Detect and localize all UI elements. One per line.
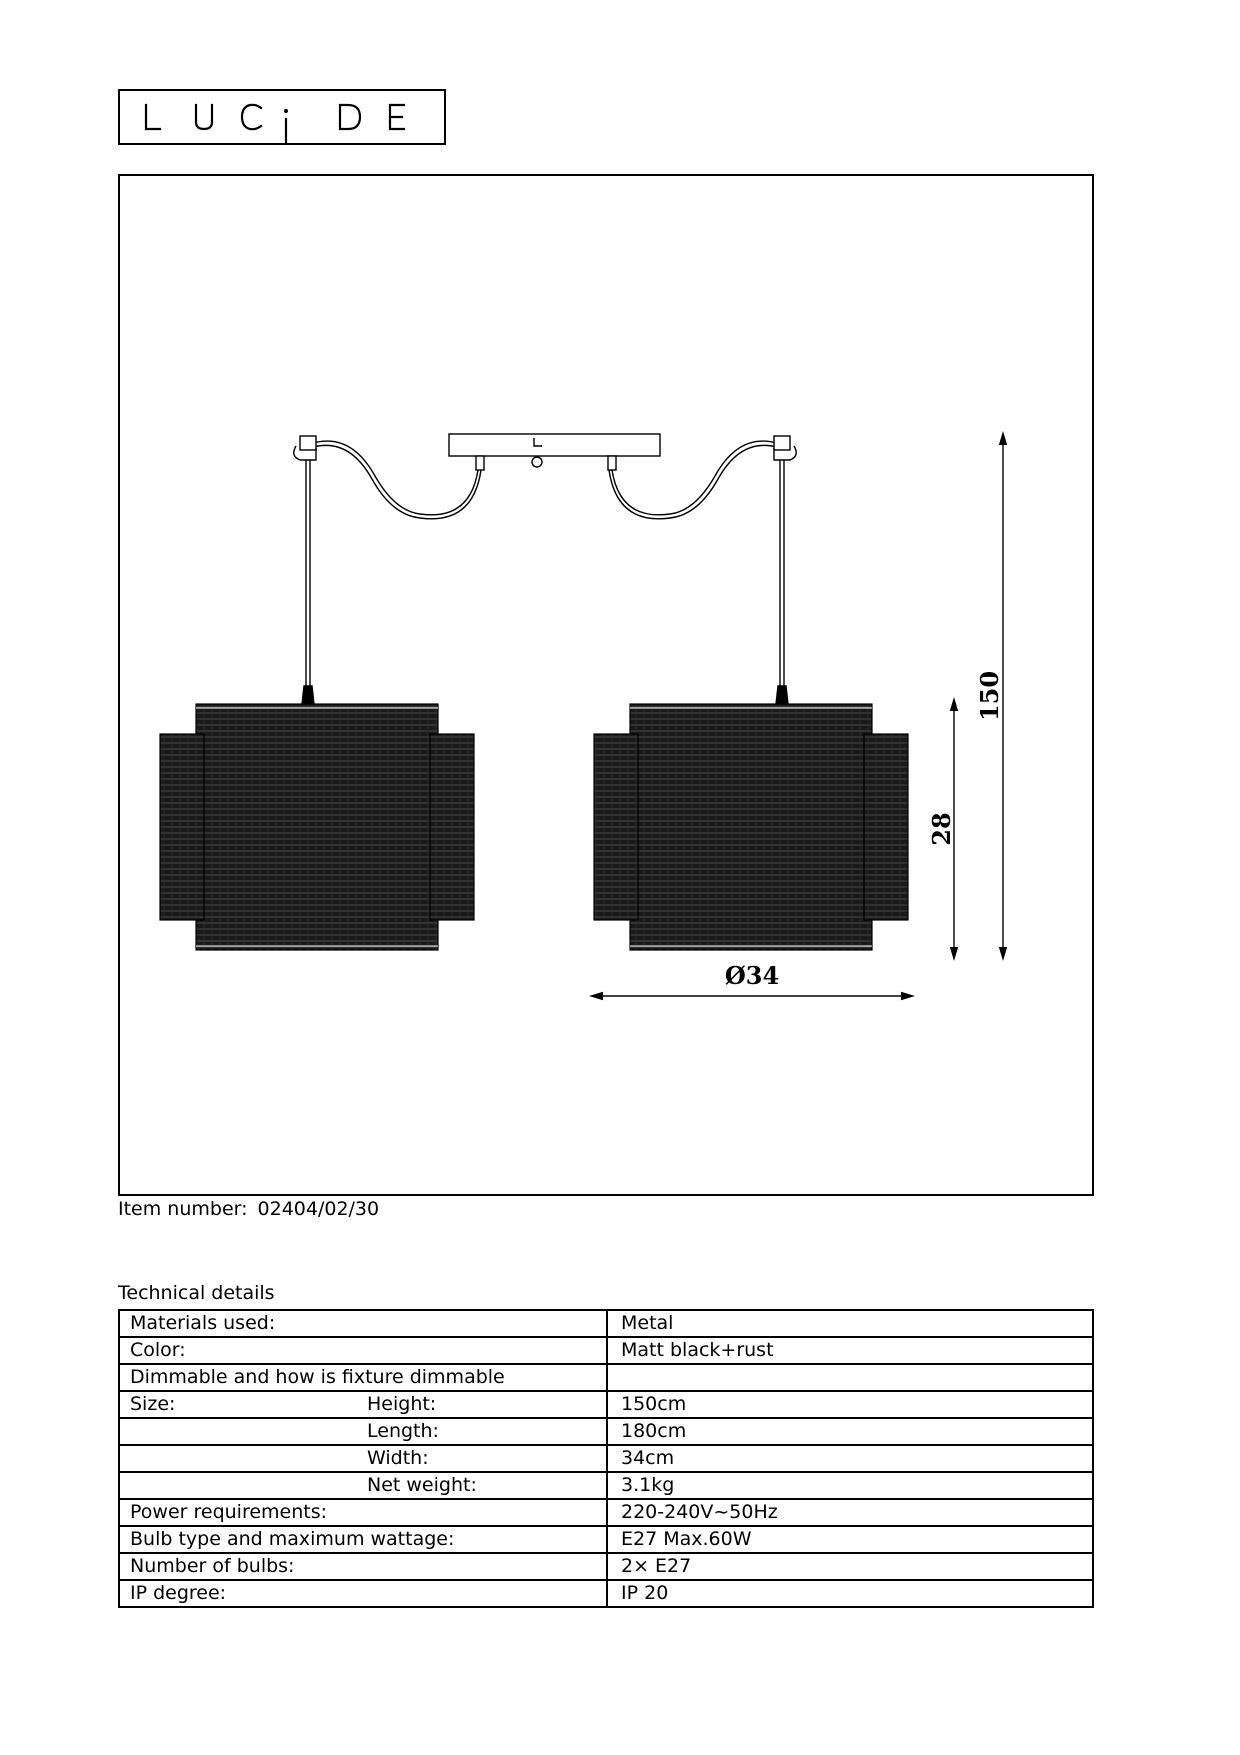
right-lamp-shade xyxy=(594,704,908,950)
technical-details-table xyxy=(118,1309,1094,1608)
spec-label: Color: xyxy=(130,1339,186,1361)
lucide-logo-mark xyxy=(120,91,444,143)
lucide-logo xyxy=(118,89,446,145)
spec-row xyxy=(119,1418,1093,1445)
spec-label-cell xyxy=(119,1337,607,1364)
spec-value: 34cm xyxy=(607,1445,1093,1472)
ceiling-canopy xyxy=(449,434,660,470)
technical-details-title: Technical details xyxy=(118,1282,275,1304)
dimension-shade-height-label: 28 xyxy=(927,812,956,846)
technical-drawing xyxy=(118,174,1094,1196)
item-number-line xyxy=(118,1196,379,1222)
spec-label-cell xyxy=(119,1499,607,1526)
spec-label: Size: xyxy=(130,1393,176,1415)
spec-row xyxy=(119,1310,1093,1337)
spec-row xyxy=(119,1472,1093,1499)
spec-value: Metal xyxy=(607,1310,1093,1337)
spec-label: Power requirements: xyxy=(130,1501,328,1523)
dimension-height-total-label: 150 xyxy=(975,670,1004,722)
spec-value: 2× E27 xyxy=(607,1553,1093,1580)
spec-value: 220-240V~50Hz xyxy=(607,1499,1093,1526)
spec-row xyxy=(119,1337,1093,1364)
spec-label-cell xyxy=(119,1580,607,1607)
spec-label-cell xyxy=(119,1310,607,1337)
spec-row xyxy=(119,1553,1093,1580)
dimension-diameter-label: Ø34 xyxy=(724,961,780,990)
spec-sublabel: Net weight: xyxy=(367,1474,477,1496)
spec-label: Number of bulbs: xyxy=(130,1555,295,1577)
left-lamp-shade xyxy=(160,704,474,950)
spec-label: Materials used: xyxy=(130,1312,276,1334)
spec-sublabel: Length: xyxy=(367,1420,439,1442)
spec-row xyxy=(119,1364,1093,1391)
spec-sublabel: Height: xyxy=(367,1393,437,1415)
spec-label-cell xyxy=(119,1553,607,1580)
spec-label: IP degree: xyxy=(130,1582,227,1604)
item-number-value: 02404/02/30 xyxy=(257,1198,380,1220)
left-suspension xyxy=(294,436,481,704)
spec-value xyxy=(607,1364,1093,1391)
spec-row xyxy=(119,1526,1093,1553)
spec-label-cell xyxy=(119,1391,607,1418)
spec-row xyxy=(119,1445,1093,1472)
spec-value: Matt black+rust xyxy=(607,1337,1093,1364)
spec-label-cell xyxy=(119,1472,607,1499)
spec-row xyxy=(119,1580,1093,1607)
spec-value: 3.1kg xyxy=(607,1472,1093,1499)
spec-label-cell xyxy=(119,1364,607,1391)
right-suspension xyxy=(609,436,796,704)
spec-value: E27 Max.60W xyxy=(607,1526,1093,1553)
spec-value: IP 20 xyxy=(607,1580,1093,1607)
spec-row xyxy=(119,1499,1093,1526)
spec-sublabel: Width: xyxy=(367,1447,429,1469)
spec-value: 180cm xyxy=(607,1418,1093,1445)
spec-label: Dimmable and how is fixture dimmable xyxy=(130,1366,505,1388)
spec-label: Bulb type and maximum wattage: xyxy=(130,1528,455,1550)
spec-value: 150cm xyxy=(607,1391,1093,1418)
spec-row xyxy=(119,1391,1093,1418)
pendant-lamp-drawing xyxy=(120,176,1092,1194)
spec-label-cell xyxy=(119,1526,607,1553)
spec-label-cell xyxy=(119,1418,607,1445)
spec-label-cell xyxy=(119,1445,607,1472)
item-number-label: Item number: xyxy=(118,1198,248,1220)
